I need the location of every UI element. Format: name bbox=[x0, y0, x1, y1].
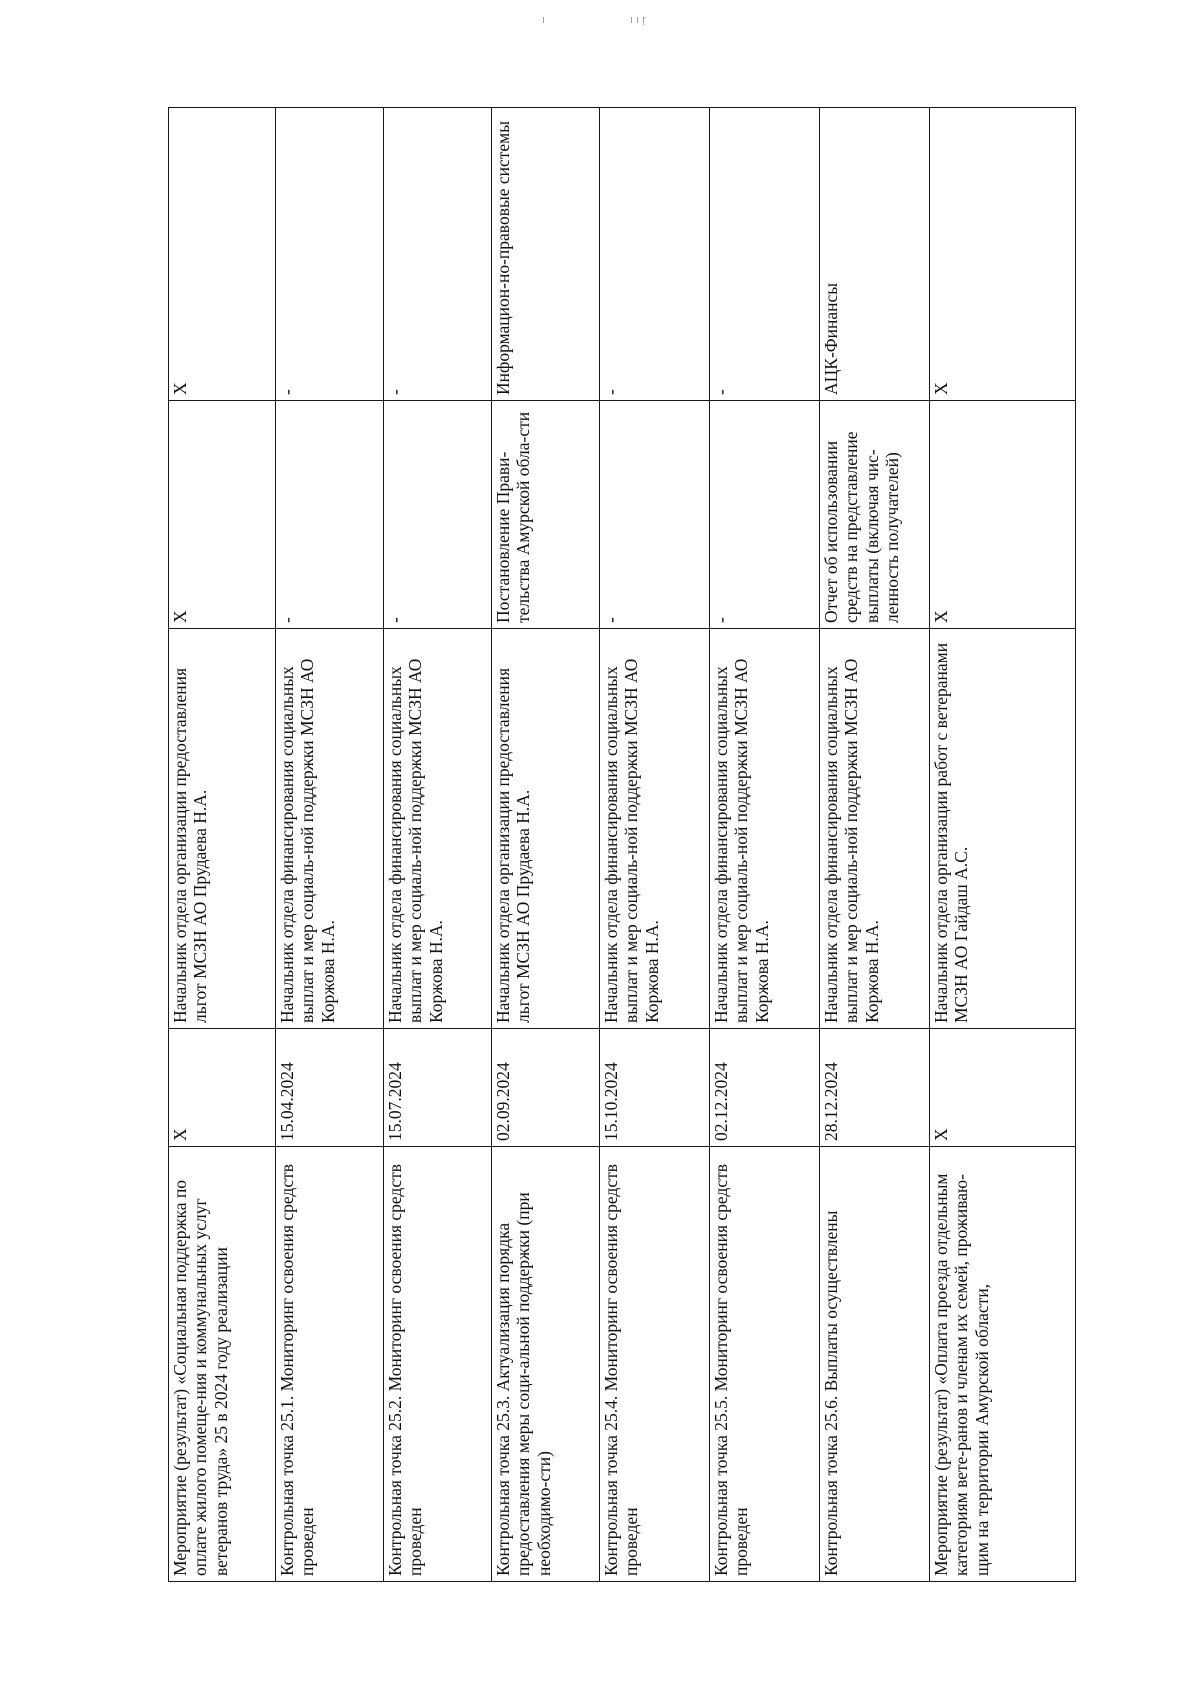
responsible-cell: Начальник отдела финансирования социальных выплат и мер социаль-ной поддержки МСЗН АО Коржова Н.А. bbox=[820, 629, 930, 1029]
system-cell: - bbox=[710, 108, 820, 401]
scan-mark-right: ı ı ŗ bbox=[630, 14, 646, 26]
responsible-cell: Начальник отдела финансирования социальных выплат и мер социаль-ной поддержки МСЗН АО Коржова Н.А. bbox=[384, 629, 492, 1029]
document-cell: X bbox=[169, 401, 276, 629]
document-cell: X bbox=[930, 401, 1076, 629]
table-row bbox=[492, 108, 600, 1582]
document-cell: - bbox=[276, 401, 384, 629]
event-cell: Контрольная точка 25.4. Мониторинг освоения средств проведен bbox=[600, 1147, 710, 1582]
date-cell: 15.07.2024 bbox=[384, 1029, 492, 1147]
scan-artifact bbox=[0, 14, 1200, 34]
document-cell: - bbox=[710, 401, 820, 629]
responsible-cell: Начальник отдела организации предоставления льгот МСЗН АО Прудаева Н.А. bbox=[492, 629, 600, 1029]
event-cell: Контрольная точка 25.3. Актуализация порядка предоставления меры соци-альной поддержки (при необходимо-сти) bbox=[492, 1147, 600, 1582]
system-cell: - bbox=[384, 108, 492, 401]
responsible-cell: Начальник отдела организации предоставления льгот МСЗН АО Прудаева Н.А. bbox=[169, 629, 276, 1029]
table-row bbox=[384, 108, 492, 1582]
plan-table bbox=[168, 107, 1076, 1582]
document-cell: Постановление Прави-тельства Амурской обла-сти bbox=[492, 401, 600, 629]
system-cell: X bbox=[169, 108, 276, 401]
system-cell: - bbox=[600, 108, 710, 401]
event-cell: Контрольная точка 25.6. Выплаты осуществлены bbox=[820, 1147, 930, 1582]
document-cell: Отчет об использовании средств на представление выплаты (включая чис-ленность получателей) bbox=[820, 401, 930, 629]
table-row bbox=[820, 108, 930, 1582]
table-row bbox=[600, 108, 710, 1582]
system-cell: X bbox=[930, 108, 1076, 401]
system-cell: Информацион-но-правовые системы bbox=[492, 108, 600, 401]
event-cell: Мероприятие (результат) «Оплата проезда отдельным категориям вете-ранов и членам их семей, проживаю-щим на территории Амурской области, bbox=[930, 1147, 1076, 1582]
date-cell: X bbox=[930, 1029, 1076, 1147]
responsible-cell: Начальник отдела финансирования социальных выплат и мер социаль-ной поддержки МСЗН АО Коржова Н.А. bbox=[276, 629, 384, 1029]
table-row bbox=[169, 108, 276, 1582]
event-cell: Контрольная точка 25.2. Мониторинг освоения средств проведен bbox=[384, 1147, 492, 1582]
responsible-cell: Начальник отдела организации работ с ветеранами МСЗН АО Гайдаш А.С. bbox=[930, 629, 1076, 1029]
responsible-cell: Начальник отдела финансирования социальных выплат и мер социаль-ной поддержки МСЗН АО Коржова Н.А. bbox=[600, 629, 710, 1029]
date-cell: 02.12.2024 bbox=[710, 1029, 820, 1147]
document-cell: - bbox=[384, 401, 492, 629]
date-cell: X bbox=[169, 1029, 276, 1147]
event-cell: Контрольная точка 25.5. Мониторинг освоения средств проведен bbox=[710, 1147, 820, 1582]
date-cell: 02.09.2024 bbox=[492, 1029, 600, 1147]
document-cell: - bbox=[600, 401, 710, 629]
scan-mark-left: ı bbox=[542, 14, 546, 26]
system-cell: - bbox=[276, 108, 384, 401]
system-cell: АЦК-Финансы bbox=[820, 108, 930, 401]
table-row bbox=[276, 108, 384, 1582]
table-row bbox=[710, 108, 820, 1582]
date-cell: 15.10.2024 bbox=[600, 1029, 710, 1147]
date-cell: 15.04.2024 bbox=[276, 1029, 384, 1147]
date-cell: 28.12.2024 bbox=[820, 1029, 930, 1147]
responsible-cell: Начальник отдела финансирования социальных выплат и мер социаль-ной поддержки МСЗН АО Коржова Н.А. bbox=[710, 629, 820, 1029]
table-row bbox=[930, 108, 1076, 1582]
event-cell: Мероприятие (результат) «Социальная поддержка по оплате жилого помеще-ния и коммунальных услуг ветеранов труда» 25 в 2024 году реализации bbox=[169, 1147, 276, 1582]
rotated-page bbox=[168, 108, 1075, 1582]
event-cell: Контрольная точка 25.1. Мониторинг освоения средств проведен bbox=[276, 1147, 384, 1582]
